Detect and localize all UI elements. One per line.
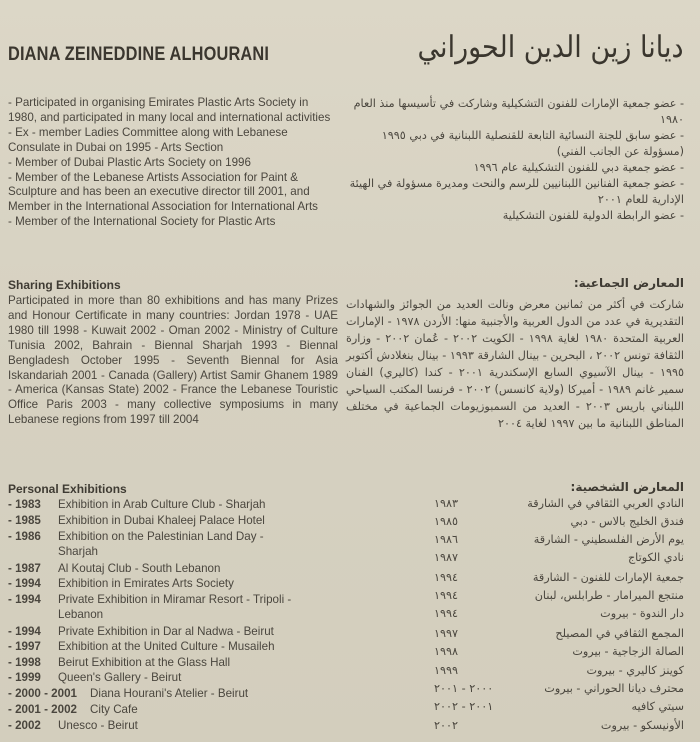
membership-item-ar: - عضو الرابطة الدولية للفنون التشكيلية	[502, 209, 684, 222]
exhibition-text: Exhibition in Arab Culture Club - Sharjah	[58, 498, 266, 511]
exhibition-year-ar: ١٩٩٤	[434, 571, 459, 584]
exhibition-text-ar: يوم الأرض الفلسطيني - الشارقة	[533, 533, 684, 546]
exhibition-row	[8, 577, 234, 590]
exhibition-text-ar: منتجع الميرامار - طرابلس، لبنان	[534, 589, 684, 602]
exhibition-row	[8, 514, 265, 527]
exhibition-year: - 1999	[8, 671, 41, 684]
exhibition-row	[8, 640, 275, 653]
exhibition-row-ar	[434, 682, 684, 695]
exhibition-row	[8, 703, 138, 716]
membership-item-ar: - عضو جمعية الفنانين اللبنانيين للرسم والنحت ومديرة مسؤولة في الهيئة الإدارية للعام ٢٠٠١	[349, 177, 684, 206]
exhibition-text-ar: كوينز كاليري - بيروت	[586, 664, 684, 677]
exhibition-year: - 1983	[8, 498, 41, 511]
exhibition-continuation: Sharjah	[58, 545, 98, 558]
exhibition-text: Exhibition in Emirates Arts Society	[58, 577, 234, 590]
exhibition-year: - 1987	[8, 562, 41, 575]
exhibition-year-ar: ١٩٩٤	[434, 607, 459, 620]
membership-item-ar: - عضو سابق للجنة النسائية التابعة للقنصلية اللبنانية في دبي ١٩٩٥ (مسؤولة عن الجانب الفني)	[381, 129, 684, 158]
exhibition-year-ar: ٢٠٠١ - ٢٠٠٢	[434, 700, 494, 713]
exhibition-text: Exhibition at the United Culture - Musaileh	[58, 640, 275, 653]
exhibition-row-ar	[434, 589, 684, 602]
exhibition-year: - 1997	[8, 640, 41, 653]
exhibition-text: Unesco - Beirut	[58, 719, 138, 732]
exhibition-year: - 1994	[8, 625, 41, 638]
exhibition-text-ar: جمعية الإمارات للفنون - الشارقة	[532, 571, 684, 584]
exhibition-row-ar	[434, 700, 684, 713]
exhibition-row-ar	[434, 551, 684, 564]
membership-item: - Member of the Lebanese Artists Association for Paint & Sculpture and has been an executive director till 2001, and Member in the International Association for International Arts	[8, 170, 318, 214]
exhibition-text-ar: المجمع الثقافي في المصيلح	[555, 627, 684, 640]
exhibition-year-ar: ١٩٨٥	[434, 515, 459, 528]
sharing-heading-ar: المعارض الجماعية:	[573, 276, 684, 290]
exhibition-row	[8, 498, 266, 511]
exhibition-year: - 1994	[8, 593, 41, 606]
exhibition-year-ar: ١٩٩٨	[434, 645, 459, 658]
membership-item: - Member of Dubai Plastic Arts Society on 1996	[8, 155, 251, 169]
exhibition-row-ar	[434, 515, 684, 528]
memberships-english	[8, 96, 334, 230]
membership-item: - Member of the International Society for Plastic Arts	[8, 215, 276, 229]
sharing-text: Participated in more than 80 exhibitions and has many Prizes and Honour Certificate in many countries: Jordan 1978 - UAE 1980 till 1998 - Kuwait 2002 - Oman 2002 - Ministry of Culture Tunisia 2002, Bahrain - Biennal Sharjah 1993 - Biennal Bengladesh October 1995 - Seventh Biennal for Asia Iskandariah 2001 - Canada (Gallery) Artist Samir Ghanem 1989 - America (Kansas State) 2002 - France the Lebanese Touristic Office Paris 2003 - many collective symposiums in many Lebanese regions from 1997 till 2004	[8, 294, 338, 427]
exhibition-text-ar: محترف ديانا الحوراني - بيروت	[544, 682, 684, 695]
exhibition-row-ar	[434, 645, 684, 658]
exhibition-year-ar: ١٩٨٧	[434, 551, 459, 564]
exhibition-row-ar	[434, 607, 684, 620]
exhibition-year: - 2002	[8, 719, 41, 732]
exhibition-text: Exhibition on the Palestinian Land Day -	[58, 530, 264, 543]
exhibition-text: Queen's Gallery - Beirut	[58, 671, 182, 684]
exhibition-year: - 2001 - 2002	[8, 703, 77, 716]
exhibition-row	[8, 687, 248, 700]
exhibition-row	[8, 562, 220, 575]
exhibition-text-ar: سيتي كافيه	[631, 700, 684, 713]
exhibition-row	[8, 625, 274, 638]
exhibition-row-ar	[434, 719, 684, 732]
title-arabic: ديانا زين الدين الحوراني	[418, 30, 684, 65]
exhibition-continuation: Lebanon	[58, 608, 104, 621]
exhibition-row-ar	[434, 533, 684, 546]
personal-heading-ar: المعارض الشخصية:	[570, 480, 684, 494]
exhibition-row	[8, 593, 291, 606]
membership-item: - Participated in organising Emirates Plastic Arts Society in 1980, and participated in many local and international activities	[8, 96, 331, 124]
exhibition-text: Exhibition in Dubai Khaleej Palace Hotel	[58, 514, 265, 527]
exhibition-text-ar: دار الندوة - بيروت	[600, 607, 684, 620]
exhibition-text: Beirut Exhibition at the Glass Hall	[58, 656, 231, 669]
membership-item-ar: - عضو جمعية دبي للفنون التشكيلية عام ١٩٩٦	[473, 161, 684, 174]
exhibition-text: Diana Hourani's Atelier - Beirut	[90, 687, 249, 700]
personal-heading: Personal Exhibitions	[8, 482, 127, 496]
exhibition-year-ar: ٢٠٠٢	[434, 719, 459, 732]
exhibition-text-ar: النادي العربي الثقافي في الشارقة	[527, 497, 684, 510]
exhibition-year-ar: ٢٠٠٠ - ٢٠٠١	[434, 682, 494, 695]
exhibition-year-ar: ١٩٨٣	[434, 497, 459, 510]
exhibition-text: Private Exhibition in Miramar Resort - Tripoli -	[58, 593, 292, 606]
exhibition-row	[8, 719, 138, 732]
exhibition-row-ar	[434, 571, 684, 584]
exhibition-text-ar: الأونيسكو - بيروت	[600, 719, 684, 732]
title-english: DIANA ZEINEDDINE ALHOURANI	[8, 44, 270, 65]
exhibition-year-ar: ١٩٩٤	[434, 589, 459, 602]
membership-item-ar: - عضو جمعية الإمارات للفنون التشكيلية وشاركت في تأسيسها منذ العام ١٩٨٠	[353, 97, 684, 126]
exhibition-row-ar	[434, 627, 684, 640]
exhibition-text: City Cafe	[90, 703, 138, 716]
sharing-text-ar: شاركت في أكثر من ثمانين معرض ونالت العديد من الجوائز والشهادات التقديرية في عدد من الدول العربية والأجنبية منها: الأردن ١٩٧٨ - الإمارات العربية المتحدة ١٩٨٠ لغاية ١٩٩٨ - الكويت ٢٠٠٢ - عُمان ٢٠٠٢ - وزارة الثقافة تونس ٢٠٠٢ ، البحرين - بينال الشارقة ١٩٩٣ - بينال بنغلادش أكتوبر ١٩٩٥ - بينال الآسيوي السابع الإسكندرية ٢٠٠١ - كندا (كاليري) الفنان سمير غانم ١٩٨٩ - أميركا (ولاية كانسس) ٢٠٠٢ - فرنسا المكتب السياحي اللبناني باريس ٢٠٠٣ - العديد من السمبوزيومات الجماعية في مختلف المناطق اللبنانية ما بين ١٩٩٧ لغاية ٢٠٠٤	[346, 298, 685, 430]
exhibition-row	[8, 671, 181, 684]
exhibition-year-ar: ١٩٩٩	[434, 664, 459, 677]
exhibition-text: Private Exhibition in Dar al Nadwa - Beirut	[58, 625, 274, 638]
exhibition-row-ar	[434, 497, 684, 510]
exhibition-year: - 2000 - 2001	[8, 687, 77, 700]
exhibition-text-ar: الصالة الزجاجية - بيروت	[572, 645, 684, 658]
exhibition-year: - 1998	[8, 656, 41, 669]
exhibition-year: - 1986	[8, 530, 41, 543]
sharing-heading: Sharing Exhibitions	[8, 278, 121, 292]
membership-item: - Ex - member Ladies Committee along with Lebanese Consulate in Dubai on 1995 - Arts Section	[8, 125, 288, 154]
exhibition-row	[8, 530, 264, 543]
exhibition-year: - 1985	[8, 514, 41, 527]
exhibition-year-ar: ١٩٨٦	[434, 533, 459, 546]
exhibition-year: - 1994	[8, 577, 41, 590]
memberships-arabic	[346, 96, 684, 224]
exhibition-text: Al Koutaj Club - South Lebanon	[58, 562, 221, 575]
exhibition-text-ar: فندق الخليج بالاس - دبي	[570, 515, 684, 528]
exhibition-row-ar	[434, 664, 684, 677]
exhibition-text-ar: نادي الكوتاج	[627, 551, 684, 564]
exhibition-year-ar: ١٩٩٧	[434, 627, 459, 640]
exhibition-row	[8, 656, 230, 669]
